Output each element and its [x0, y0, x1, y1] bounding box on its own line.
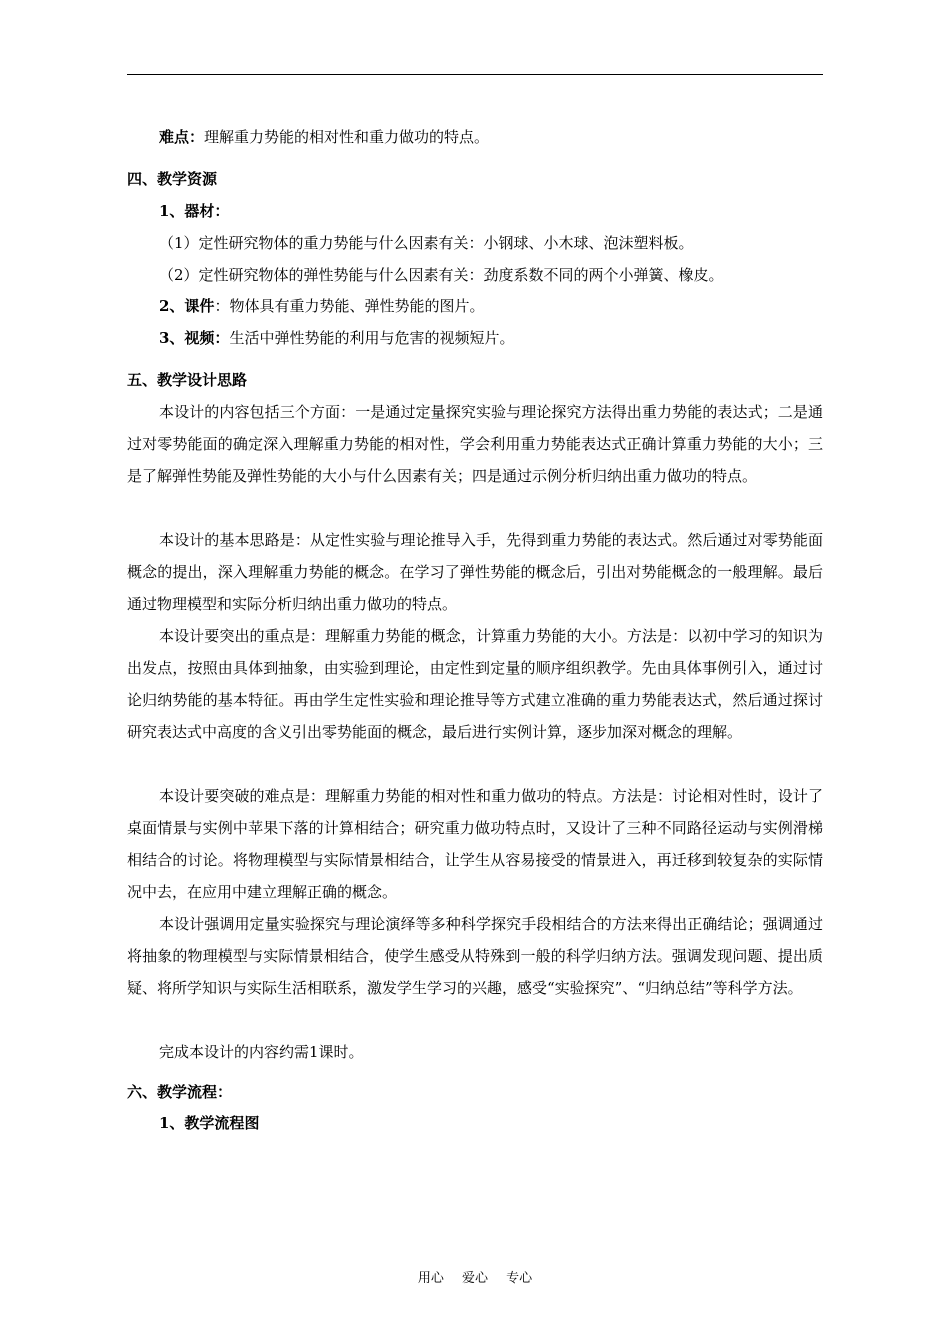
section4-item3 [159, 328, 514, 348]
section4-item3-label: 3、视频： [159, 329, 230, 347]
paragraph: 本设计的内容包括三个方面：一是通过定量探究实验与理论探究方法得出重力势能的表达式；二是通过对零势能面的确定深入理解重力势能的相对性，学会利用重力势能表达式正确计算重力势能的大小；三是了解弹性势能及弹性势能的大小与什么因素有关；四是通过示例分析归纳出重力做功的特点。 [127, 403, 823, 485]
section4-item2-label: 2、课件 [159, 297, 215, 315]
header-rule [127, 74, 823, 75]
section4-item3-text: 生活中弹性势能的利用与危害的视频短片。 [229, 329, 515, 347]
paragraph: 本设计强调用定量实验探究与理论演绎等多种科学探究手段相结合的方法来得出正确结论；强调通过将抽象的物理模型与实际情景相结合，使学生感受从特殊到一般的科学归纳方法。强调发现问题、提出质疑、将所学知识与实际生活相联系，激发学生学习的兴趣，感受“实验探究”、“归纳总结”等科学方法。 [127, 915, 823, 997]
section5-heading: 五、教学设计思路 [127, 371, 248, 389]
page-footer: 用心 爱心 专心 [417, 1271, 533, 1286]
section6-item1-heading: 1、教学流程图 [159, 1114, 260, 1132]
section4-item1-heading: 1、器材： [159, 202, 230, 220]
paragraph: 完成本设计的内容约需1课时。 [159, 1043, 364, 1061]
section4-item2-text: ：物体具有重力势能、弹性势能的图片。 [214, 297, 485, 315]
difficulty-text: 理解重力势能的相对性和重力做功的特点。 [204, 128, 490, 146]
paragraph: 本设计要突出的重点是：理解重力势能的概念，计算重力势能的大小。方法是：以初中学习的知识为出发点，按照由具体到抽象，由实验到理论，由定性到定量的顺序组织教学。先由具体事例引入，通过讨论归纳势能的基本特征。再由学生定性实验和理论推导等方式建立准确的重力势能表达式，然后通过探讨研究表达式中高度的含义引出零势能面的概念，最后进行实例计算，逐步加深对概念的理解。 [127, 627, 823, 741]
section4-item1-sub2: （2）定性研究物体的弹性势能与什么因素有关：劲度系数不同的两个小弹簧、橡皮。 [159, 266, 724, 284]
section4-heading: 四、教学资源 [127, 170, 218, 188]
section6-heading: 六、教学流程： [127, 1083, 233, 1101]
paragraph: 本设计要突破的难点是：理解重力势能的相对性和重力做功的特点。方法是：讨论相对性时，设计了桌面情景与实例中苹果下落的计算相结合；研究重力做功特点时，又设计了三种不同路径运动与实例滑梯相结合的讨论。将物理模型与实际情景相结合，让学生从容易接受的情景进入，再迁移到较复杂的实际情况中去，在应用中建立理解正确的概念。 [127, 787, 823, 901]
difficulty-line [159, 127, 489, 147]
difficulty-label: 难点： [159, 128, 205, 146]
paragraph: 本设计的基本思路是：从定性实验与理论推导入手，先得到重力势能的表达式。然后通过对零势能面概念的提出，深入理解重力势能的概念。在学习了弹性势能的概念后，引出对势能概念的一般理解。最后通过物理模型和实际分析归纳出重力做功的特点。 [127, 531, 823, 613]
section4-item2 [159, 296, 484, 316]
section4-item1-sub1: （1）定性研究物体的重力势能与什么因素有关：小钢球、小木球、泡沫塑料板。 [159, 234, 694, 252]
